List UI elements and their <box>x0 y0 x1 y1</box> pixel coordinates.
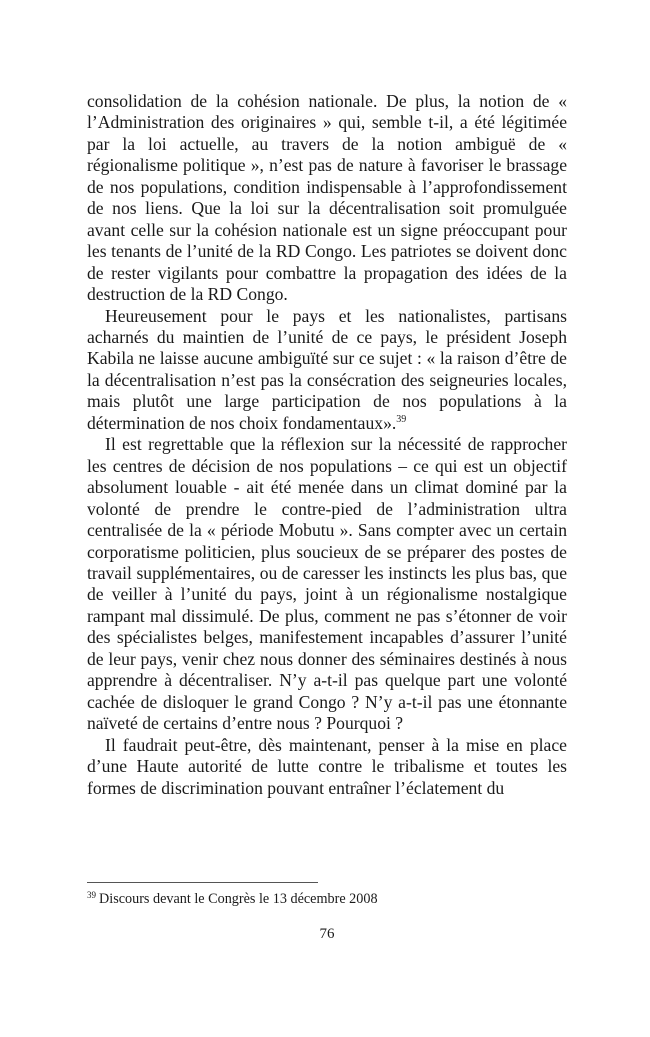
paragraph-2 <box>87 306 567 435</box>
paragraph-1: consolidation de la cohésion nationale. De plus, la notion de « l’Administration des originaires » qui, semble t-il, a été légitimée par la loi actuelle, au travers de la notion ambiguë de « régionalisme politique », n’est pas de nature à favoriser le brassage de nos populations, condition indispensable à l’approfondissement de nos liens. Que la loi sur la décentralisation soit promulguée avant celle sur la cohésion nationale est un signe préoccupant pour les tenants de l’unité de la RD Congo. Les patriotes se doivent donc de rester vigilants pour combattre la propagation des idées de la destruction de la RD Congo. <box>87 91 567 305</box>
footnote-39 <box>87 890 378 908</box>
paragraph-3: Il est regrettable que la réflexion sur la nécessité de rapprocher les centres de décision de nos populations – ce qui est un objectif absolument louable - ait été menée dans un climat dominé par la volonté de prendre le contre-pied de l’administration ultra centralisée de la « période Mobutu ». Sans compter avec un certain corporatisme politicien, plus soucieux de se préparer des postes de travail supplémentaires, ou de caresser les instincts les plus bas, que de veiller à l’unité du pays, joint à un régionalisme nostalgique rampant mal dissimulé. De plus, comment ne pas s’étonner de voir des spécialistes belges, manifestement incapables d’assurer l’unité de leur pays, venir chez nous donner des séminaires destinés à nous apprendre à décentraliser. N’y a-t-il pas quelque part une volonté cachée de disloquer le grand Congo ? N’y a-t-il pas une étonnante naïveté de certains d’entre nous ? Pourquoi ? <box>87 434 567 734</box>
footnote-text: Discours devant le Congrès le 13 décembre 2008 <box>99 891 378 907</box>
page-number: 76 <box>319 926 335 942</box>
footnote-separator-rule <box>87 882 318 883</box>
page-body-text <box>87 91 567 799</box>
footnote-number: 39 <box>87 890 96 900</box>
footnote-reference: 39 <box>396 413 407 425</box>
paragraph-4: Il faudrait peut-être, dès maintenant, penser à la mise en place d’une Haute autorité de lutte contre le tribalisme et toutes les formes de discrimination pouvant entraîner l’éclatement du <box>87 734 567 798</box>
paragraph-2-text: Heureusement pour le pays et les nationalistes, partisans acharnés du maintien de l’unité de ce pays, le président Joseph Kabila ne laisse aucune ambiguïté sur ce sujet : « la raison d’être de la décentralisation n’est pas la consécration des seigneuries locales, mais plutôt une large participation de nos populations à la détermination de nos choix fondamentaux». <box>87 305 567 433</box>
